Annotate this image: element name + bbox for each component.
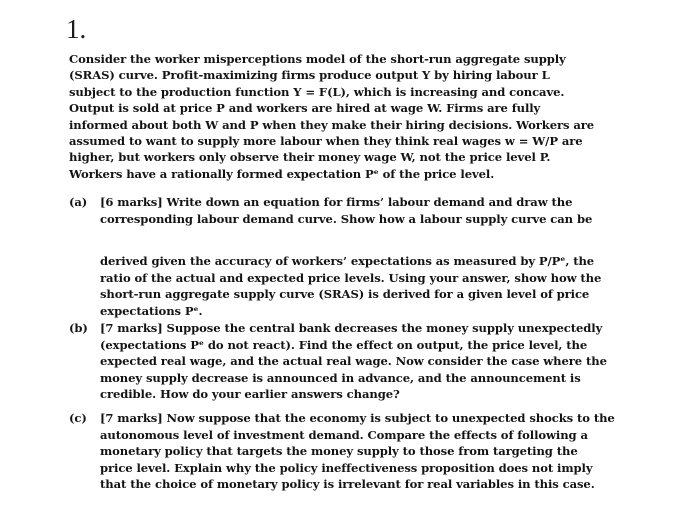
part-c-line: that the choice of monetary policy is irrelevant for real variables in this case. (100, 477, 595, 492)
part-b-label: (b) (69, 321, 88, 335)
intro-line: subject to the production function Y = F(L), which is increasing and concave. (69, 84, 565, 99)
intro-line: informed about both W and P when they make their hiring decisions. Workers are (69, 117, 595, 132)
part-c-line: autonomous level of investment demand. Compare the effects of following a (100, 427, 588, 442)
part-a-body (100, 194, 675, 320)
intro-line: (SRAS) curve. Profit-maximizing firms produce output Y by hiring labour L (69, 68, 550, 83)
question-intro (69, 51, 675, 182)
part-b-line: [7 marks] Suppose the central bank decreases the money supply unexpectedly (100, 321, 603, 335)
intro-line: higher, but workers only observe their money wage W, not the price level P. (69, 150, 551, 165)
part-c-body (100, 410, 675, 493)
part-a-line: corresponding labour demand curve. Show how a labour supply curve can be (100, 211, 593, 226)
intro-line: Workers have a rationally formed expectation Pᵉ of the price level. (69, 166, 495, 181)
part-a-line: ratio of the actual and expected price levels. Using your answer, show how the (100, 270, 602, 285)
part-a-label: (a) (69, 195, 88, 209)
part-a-line: derived given the accuracy of workers’ expectations as measured by P/Pᵉ, the (100, 254, 595, 269)
part-c-line: price level. Explain why the policy ineffectiveness proposition does not imply (100, 460, 593, 475)
intro-line: Consider the worker misperceptions model of the short-run aggregate supply (69, 52, 566, 66)
part-c-line: monetary policy that targets the money supply to those from targeting the (100, 444, 578, 459)
part-c-label: (c) (69, 411, 87, 425)
part-a-line: [6 marks] Write down an equation for firms’ labour demand and draw the (100, 195, 573, 209)
part-b-line: expected real wage, and the actual real wage. Now consider the case where the (100, 354, 607, 369)
part-a-gap (100, 227, 675, 253)
part-b-line: (expectations Pᵉ do not react). Find the effect on output, the price level, the (100, 337, 588, 352)
question-number: 1. (66, 14, 87, 44)
intro-line: assumed to want to supply more labour when they think real wages w = W/P are (69, 134, 583, 149)
intro-line: Output is sold at price P and workers are hired at wage W. Firms are fully (69, 101, 541, 116)
part-c-line: [7 marks] Now suppose that the economy is subject to unexpected shocks to the (100, 411, 615, 425)
part-a-line: expectations Pᵉ. (100, 303, 203, 318)
part-a-line: short-run aggregate supply curve (SRAS) is derived for a given level of price (100, 287, 590, 302)
part-a (69, 194, 675, 320)
part-b (69, 320, 675, 403)
part-b-body (100, 320, 675, 403)
part-b-line: credible. How do your earlier answers change? (100, 387, 400, 402)
part-c (69, 410, 675, 493)
part-b-line: money supply decrease is announced in advance, and the announcement is (100, 370, 581, 385)
